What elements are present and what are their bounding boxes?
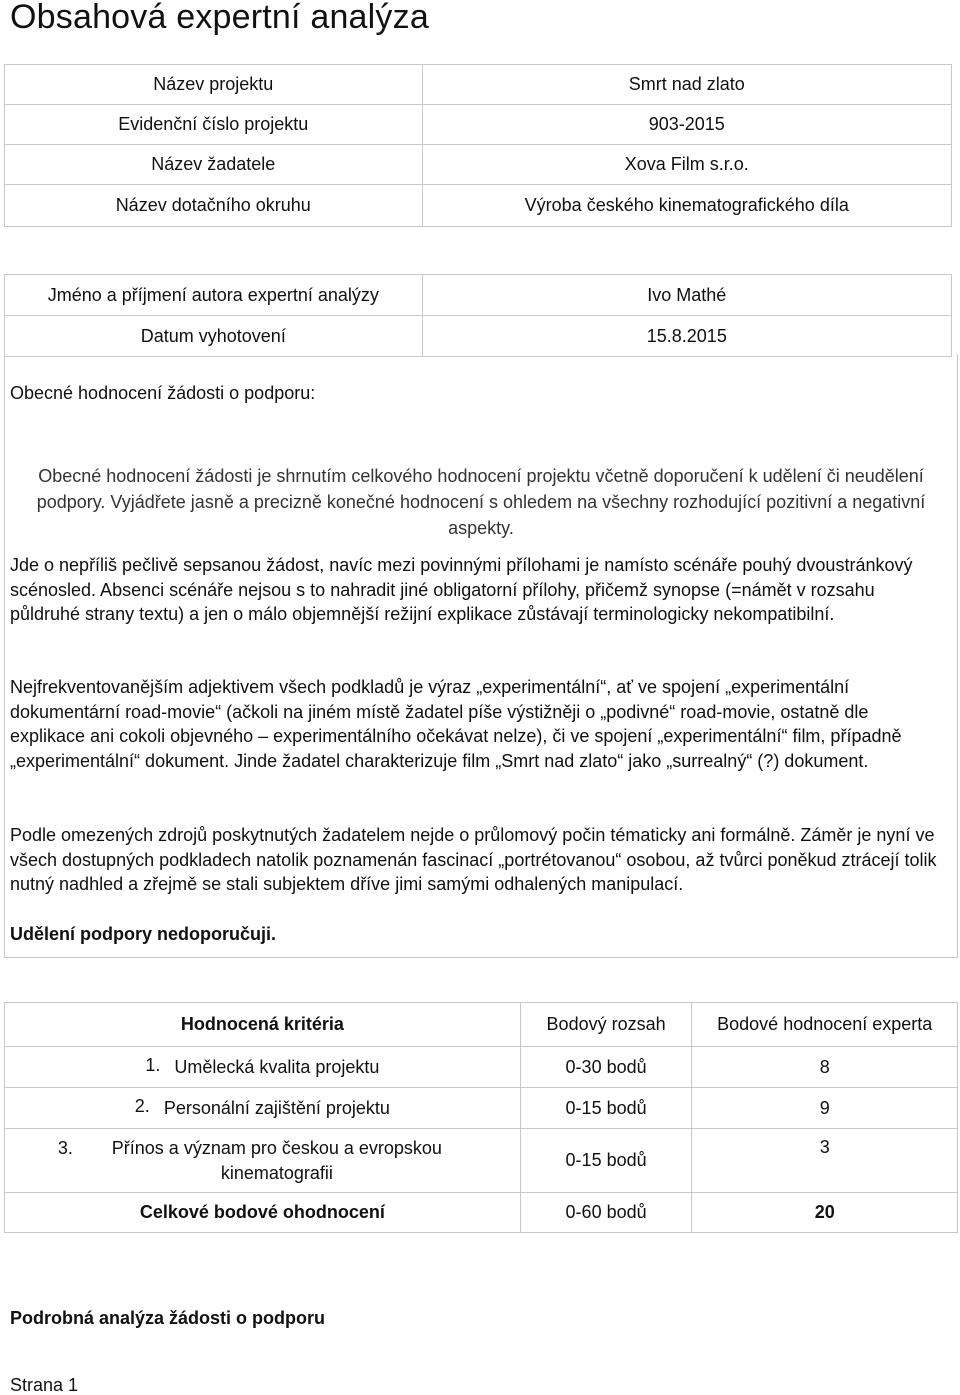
criterion-number: 2. [134, 1095, 150, 1116]
score-cell: 8 [692, 1047, 958, 1088]
evaluation-paragraph: Podle omezených zdrojů poskytnutých žadatelem nejde o průlomový počin tématicky ani formálně. Záměr je nyní ve všech dostupných podkladech natolik poznamenán fascinací „portrétovanou“ osobou, až tvůrci poněkud ztrácejí tolik nutný nadhled a zřejmě se stali subjektem dříve jimi samými odhalených manipulací. [10, 825, 937, 894]
author-info-table [4, 274, 952, 357]
table-total-row [5, 1193, 958, 1233]
table-row [5, 105, 952, 145]
criterion-cell [5, 1088, 521, 1129]
range-cell: 0-30 bodů [520, 1047, 692, 1088]
date-label: Datum vyhotovení [5, 316, 423, 357]
recommendation: Udělení podpory nedoporučuji. [10, 924, 277, 944]
author-label: Jméno a příjmení autora expertní analýzy [5, 275, 423, 316]
range-cell: 0-15 bodů [520, 1088, 692, 1129]
project-number-value: 903-2015 [422, 105, 951, 145]
criterion-number: 3. [57, 1137, 73, 1158]
table-row [5, 145, 952, 185]
table-row [5, 316, 952, 357]
criterion-cell [5, 1129, 521, 1193]
general-evaluation-help: Obecné hodnocení žádosti je shrnutím celkového hodnocení projektu včetně doporučení k udělení či neudělení podpory. Vyjádřete jasně a precizně konečné hodnocení s ohledem na všechny rozhodující pozitivní a negativní aspekty. [36, 466, 926, 538]
range-header: Bodový rozsah [520, 1003, 692, 1047]
table-row [5, 1088, 958, 1129]
criterion-text: Personální zajištění projektu [163, 1097, 390, 1118]
table-row [5, 1047, 958, 1088]
criterion-cell [5, 1047, 521, 1088]
criterion-text: Přínos a význam pro českou a evropskou kinematografii [111, 1137, 442, 1183]
criterion-number: 1. [145, 1054, 161, 1075]
scores-table [4, 1002, 958, 1233]
project-name-value: Smrt nad zlato [422, 65, 951, 105]
evaluation-paragraph: Jde o nepříliš pečlivě sepsanou žádost, navíc mezi povinnými přílohami je namísto scénáře pouhý dvoustránkový scénosled. Absenci scénáře nejsou s to nahradit jiné obligatorní přílohy, přičemž synopse (=námět v rozsahu půldruhé strany textu) a jen o málo objemnější režijní explikace zůstávají terminologicky nekompatibilní. [10, 555, 913, 624]
grant-area-label: Název dotačního okruhu [5, 185, 423, 227]
total-score: 20 [692, 1193, 958, 1233]
author-value: Ivo Mathé [422, 275, 951, 316]
score-cell: 3 [692, 1129, 958, 1193]
date-value: 15.8.2015 [422, 316, 951, 357]
range-cell: 0-15 bodů [520, 1129, 692, 1193]
table-row [5, 65, 952, 105]
table-header-row [5, 1003, 958, 1047]
score-header: Bodové hodnocení experta [692, 1003, 958, 1047]
total-label: Celkové bodové ohodnocení [5, 1193, 521, 1233]
grant-area-value: Výroba českého kinematografického díla [422, 185, 951, 227]
project-info-table [4, 64, 952, 227]
applicant-value: Xova Film s.r.o. [422, 145, 951, 185]
table-row [5, 275, 952, 316]
general-evaluation-title: Obecné hodnocení žádosti o podporu: [10, 383, 316, 403]
applicant-label: Název žadatele [5, 145, 423, 185]
table-row [5, 185, 952, 227]
page-title: Obsahová expertní analýza [10, 0, 429, 36]
evaluation-paragraph: Nejfrekventovanějším adjektivem všech podkladů je výraz „experimentální“, ať ve spojení „experimentální dokumentární road-movie“ (ačkoli na jiném místě žadatel píše výstižněji o „podivné“ road-movie, ostatně dle explikace ani cokoli objevného – experimentálního očekávat nelze), či ve spojení „experimentální“ film, případně „experimentální“ dokument. Jinde žadatel charakterizuje film „Smrt nad zlato“ jako „surrealný“ (?) dokument. [10, 677, 902, 771]
total-range: 0-60 bodů [520, 1193, 692, 1233]
project-number-label: Evidenční číslo projektu [5, 105, 423, 145]
project-name-label: Název projektu [5, 65, 423, 105]
score-cell: 9 [692, 1088, 958, 1129]
page-number: Strana 1 [10, 1375, 79, 1395]
criteria-header: Hodnocená kritéria [5, 1003, 521, 1047]
detail-analysis-title: Podrobná analýza žádosti o podporu [10, 1308, 326, 1328]
criterion-text: Umělecká kvalita projektu [174, 1056, 380, 1077]
table-row [5, 1129, 958, 1193]
